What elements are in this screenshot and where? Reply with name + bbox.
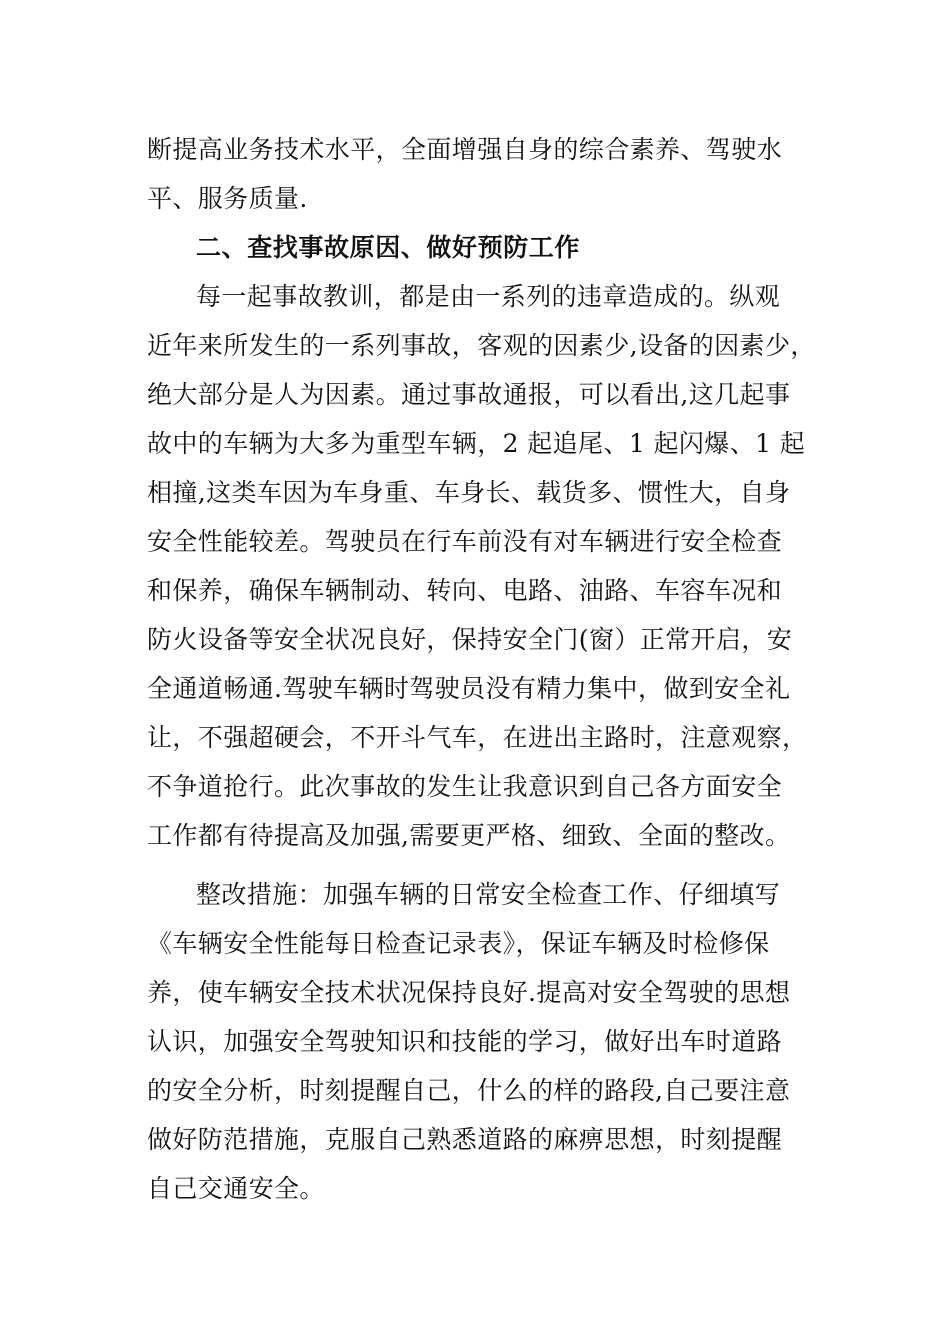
- body-text-line: 不争道抢行。此次事故的发生让我意识到自己各方面安全: [147, 772, 783, 801]
- body-text-line: 近年来所发生的一系列事故，客观的因素少,设备的因素少，: [147, 331, 816, 360]
- body-text-line: 安全性能较差。驾驶员在行车前没有对车辆进行安全检查: [147, 527, 783, 556]
- section-heading: 二、查找事故原因、做好预防工作: [196, 233, 581, 262]
- paragraph-first-line: 整改措施：加强车辆的日常安全检查工作、仔细填写: [196, 880, 781, 909]
- body-text-line: 绝大部分是人为因素。通过事故通报，可以看出,这几起事: [147, 380, 791, 409]
- body-text-line: 让，不强超硬会，不开斗气车，在进出主路时，注意观察，: [147, 723, 808, 752]
- body-text-line: 全通道畅通.驾驶车辆时驾驶员没有精力集中，做到安全礼: [147, 674, 791, 703]
- body-text-line: 养，使车辆安全技术状况保持良好.提高对安全驾驶的思想: [147, 978, 791, 1007]
- body-text-line: 断提高业务技术水平，全面增强自身的综合素养、驾驶水: [147, 135, 783, 164]
- body-text-line: 的安全分析，时刻提醒自己，什么的样的路段,自己要注意: [147, 1076, 791, 1105]
- body-text-line: 做好防范措施，克服自己熟悉道路的麻痹思想，时刻提醒: [147, 1125, 783, 1154]
- body-text-line: 防火设备等安全状况良好，保持安全门(窗）正常开启，安: [147, 625, 793, 654]
- body-text-line: 平、服务质量.: [147, 184, 308, 213]
- body-text-line: 和保养，确保车辆制动、转向、电路、油路、车容车况和: [147, 576, 783, 605]
- paragraph-first-line: 每一起事故教训，都是由一系列的违章造成的。纵观: [196, 282, 781, 311]
- body-text-line: 认识，加强安全驾驶知识和技能的学习，做好出车时道路: [147, 1027, 783, 1056]
- body-text-line: 相撞,这类车因为车身重、车身长、载货多、惯性大，自身: [147, 478, 791, 507]
- body-text-line: 工作都有待提高及加强,需要更严格、细致、全面的整改。: [147, 821, 791, 850]
- body-text-line: 《车辆安全性能每日检查记录表》，保证车辆及时检修保: [147, 929, 770, 958]
- body-text-line: 自己交通安全。: [147, 1174, 325, 1203]
- body-text-line: 故中的车辆为大多为重型车辆，2 起追尾、1 起闪爆、1 起: [147, 429, 806, 458]
